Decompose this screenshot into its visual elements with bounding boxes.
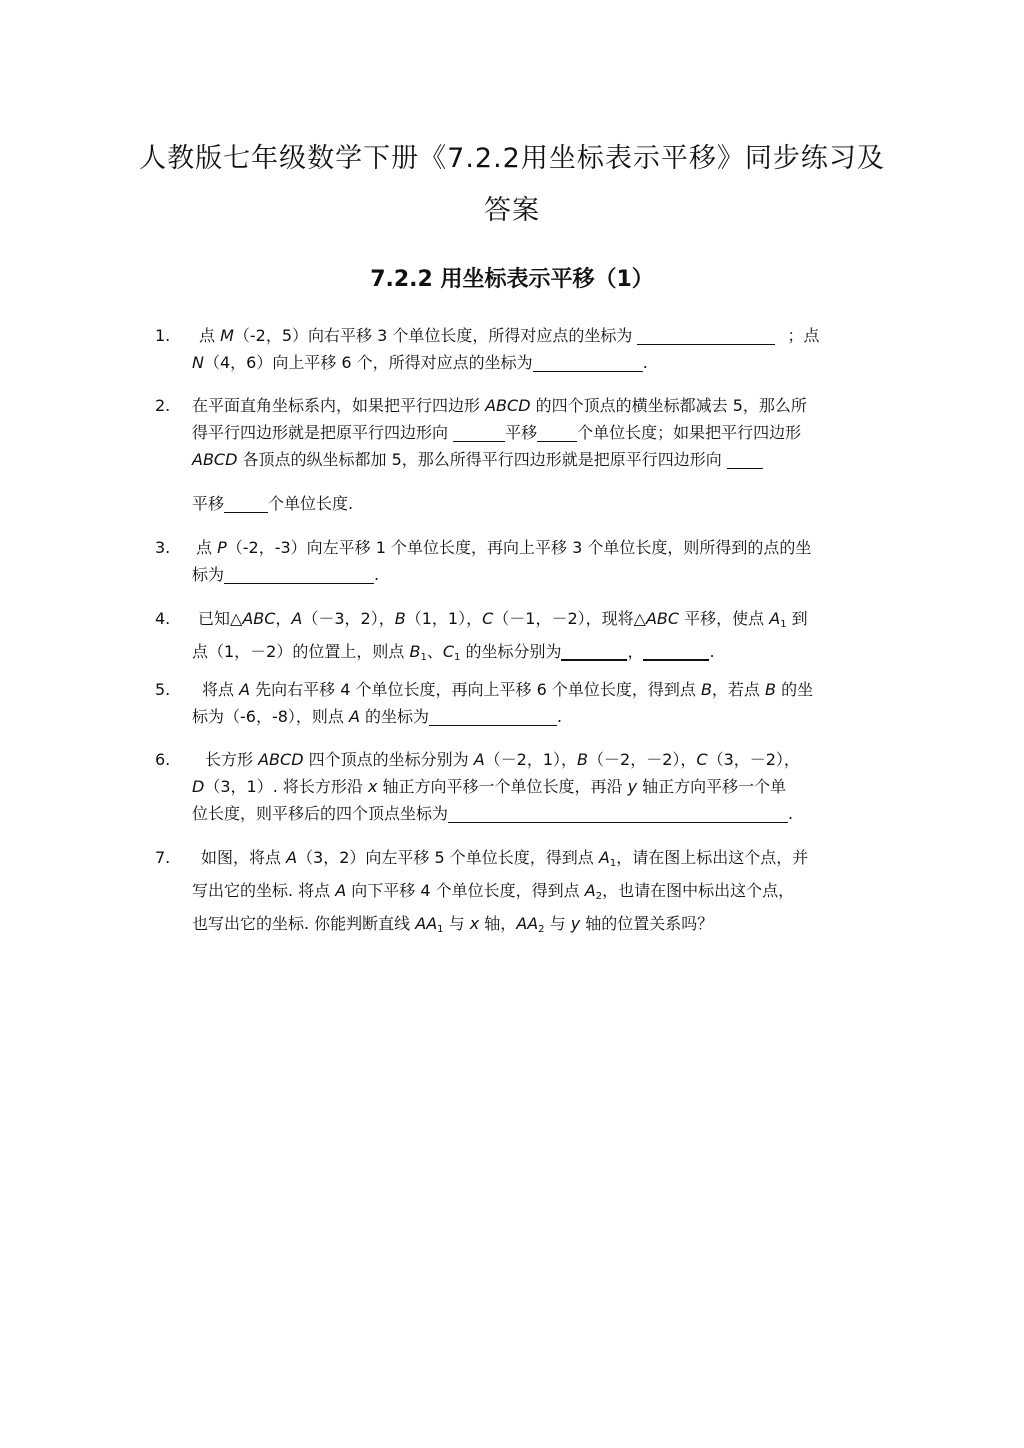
point-label: A — [239, 680, 251, 699]
text: ， — [627, 642, 644, 661]
point-label: N — [192, 353, 204, 372]
text: 如图，将点 — [201, 848, 287, 867]
text: 个单位长度；如果把平行四边形 — [577, 423, 802, 442]
section-heading: 7.2.2 用坐标表示平移（1） — [370, 267, 654, 292]
text: 也写出它的坐标. 你能判断直线 — [192, 914, 416, 933]
text: . — [557, 707, 563, 726]
text: 写出它的坐标. 将点 — [192, 881, 336, 900]
question-number: 6. — [155, 750, 171, 769]
text: 、 — [426, 642, 443, 661]
answer-blank[interactable] — [537, 423, 577, 442]
answer-blank[interactable] — [727, 450, 763, 469]
question-text — [192, 322, 879, 376]
question-text — [192, 534, 876, 588]
text: 平移，使点 — [679, 609, 770, 628]
text: 位长度，则平移后的四个顶点坐标为 — [192, 804, 449, 823]
text: ， — [275, 609, 292, 628]
text: 的坐标为 — [359, 707, 430, 726]
axis-label: x — [469, 914, 480, 933]
text: 在平面直角坐标系内，如果把平行四边形 — [192, 396, 486, 415]
point-label: D — [192, 777, 205, 796]
question-number: 7. — [155, 848, 171, 867]
text: 已知△ — [198, 609, 243, 628]
text: 到 — [786, 609, 808, 628]
question-text — [192, 746, 885, 827]
text: （-2，-3）向左平移 1 个单位长度，再向上平移 3 个单位长度，则所得到的点的坐 — [226, 538, 812, 557]
text: 标为 — [192, 565, 225, 584]
text: （3，2）向左平移 5 个单位长度，得到点 — [297, 848, 599, 867]
text: （－2，1）， — [484, 750, 578, 769]
text: （－3，2）， — [302, 609, 395, 628]
question-text — [192, 844, 881, 943]
point-label: A — [598, 848, 610, 867]
point-label: A — [291, 609, 303, 628]
point-label: B — [700, 680, 712, 699]
text: ，请在图上标出这个点，并 — [616, 848, 809, 867]
text: （3，－2）， — [707, 750, 800, 769]
answer-blank[interactable] — [224, 494, 268, 513]
question-number: 5. — [155, 680, 171, 699]
text: 轴， — [479, 914, 517, 933]
line-label: AA — [516, 914, 539, 933]
text: . — [788, 804, 794, 823]
text: 长方形 — [205, 750, 259, 769]
point-label: A — [349, 707, 360, 726]
question-number: 2. — [155, 396, 171, 415]
point-label: B — [394, 609, 406, 628]
subscript: 2 — [595, 891, 603, 902]
text: . — [642, 353, 648, 372]
text: 先向右平移 4 个单位长度，再向上平移 6 个单位长度，得到点 — [250, 680, 701, 699]
text: （－2，－2）， — [588, 750, 697, 769]
text: 的四个顶点的横坐标都减去 5，那么所 — [530, 396, 807, 415]
point-label: P — [217, 538, 227, 557]
text: （1，1）， — [405, 609, 483, 628]
shape-label: ABCD — [258, 750, 304, 769]
point-label: A — [335, 881, 347, 900]
text: 平移 — [505, 423, 538, 442]
text: . — [374, 565, 380, 584]
text: 轴正方向平移一个单 — [637, 777, 787, 796]
text: ；点 — [787, 326, 820, 345]
point-label: A — [473, 750, 485, 769]
point-label: M — [220, 326, 234, 345]
text: 四个顶点的坐标分别为 — [303, 750, 474, 769]
text: 点（1，－2）的位置上，则点 — [192, 642, 410, 661]
subscript: 1 — [780, 619, 787, 630]
text: . — [709, 642, 715, 661]
question-number: 4. — [155, 609, 171, 628]
line-label: AA — [415, 914, 438, 933]
axis-label: y — [570, 914, 581, 933]
text: （－1，－2），现将△ — [493, 609, 646, 628]
answer-blank[interactable] — [533, 353, 643, 372]
text: 的坐标分别为 — [460, 642, 562, 661]
text: （-2，5）向右平移 3 个单位长度，所得对应点的坐标为 — [233, 326, 638, 345]
text: ，也请在图中标出这个点， — [602, 881, 795, 900]
subscript: 1 — [437, 924, 444, 935]
point-label: C — [442, 642, 454, 661]
text: 平移 — [192, 494, 225, 513]
text: 点 — [199, 326, 221, 345]
point-label: A — [769, 609, 781, 628]
shape-label: ABC — [242, 609, 276, 628]
text: 个单位长度. — [268, 494, 354, 513]
document-title-line-2: 答案 — [484, 195, 540, 226]
question-text — [192, 392, 872, 517]
answer-blank[interactable] — [224, 565, 374, 584]
shape-label: ABCD — [485, 396, 531, 415]
point-label: C — [696, 750, 708, 769]
text: 与 — [443, 914, 470, 933]
subscript: 1 — [454, 652, 461, 663]
point-label: A — [286, 848, 298, 867]
text: 将点 — [202, 680, 240, 699]
text: 标为（-6，-8），则点 — [192, 707, 349, 726]
point-label: C — [482, 609, 494, 628]
text: （3，1）. 将长方形沿 — [204, 777, 368, 796]
text: 各顶点的纵坐标都加 5，那么所得平行四边形就是把原平行四边形向 — [237, 450, 727, 469]
answer-blank[interactable] — [643, 641, 709, 661]
text: 点 — [196, 538, 218, 557]
text: 轴的位置关系吗？ — [580, 914, 714, 933]
shape-label: ABC — [645, 609, 680, 628]
question-text — [192, 676, 882, 730]
text: ，若点 — [711, 680, 766, 699]
document-title-line-1: 人教版七年级数学下册《7.2.2用坐标表示平移》同步练习及 — [139, 143, 885, 174]
question-text — [192, 605, 878, 671]
text: 得平行四边形就是把原平行四边形向 — [192, 423, 454, 442]
answer-blank[interactable] — [429, 707, 557, 726]
answer-blank[interactable] — [453, 423, 505, 442]
question-number: 3. — [155, 538, 171, 557]
subscript: 2 — [538, 924, 545, 935]
point-label: A — [584, 881, 596, 900]
axis-label: y — [627, 777, 638, 796]
answer-blank[interactable] — [637, 326, 775, 345]
text: 向下平移 4 个单位长度，得到点 — [346, 881, 585, 900]
point-label: B — [765, 680, 776, 699]
question-number: 1. — [155, 326, 171, 345]
text: 与 — [544, 914, 571, 933]
text: 轴正方向平移一个单位长度，再沿 — [377, 777, 628, 796]
subscript: 1 — [609, 858, 617, 869]
text: 的坐 — [776, 680, 814, 699]
axis-label: x — [367, 777, 378, 796]
answer-blank[interactable] — [448, 804, 788, 823]
point-label: B — [577, 750, 589, 769]
text: （4，6）向上平移 6 个，所得对应点的坐标为 — [203, 353, 533, 372]
shape-label: ABCD — [192, 450, 238, 469]
point-label: B — [409, 642, 421, 661]
answer-blank[interactable] — [561, 641, 627, 661]
subscript: 1 — [420, 652, 427, 663]
